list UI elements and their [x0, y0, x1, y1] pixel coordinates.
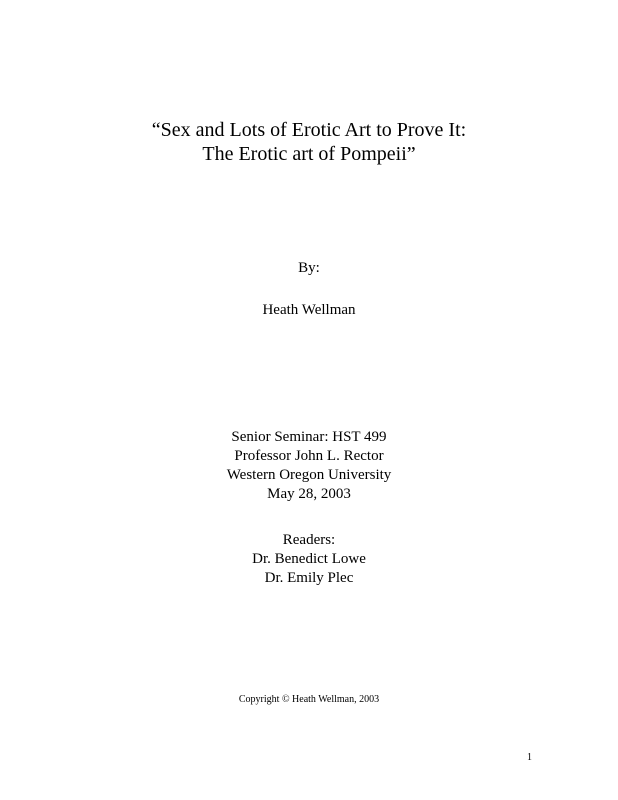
page-number: 1	[527, 752, 532, 763]
document-title	[0, 118, 618, 166]
readers-block	[0, 531, 618, 588]
title-line-1: “Sex and Lots of Erotic Art to Prove It:	[151, 119, 467, 141]
title-line-2: The Erotic art of Pompeii”	[202, 143, 416, 165]
date-line: May 28, 2003	[267, 486, 351, 502]
course-info	[0, 428, 618, 504]
author-name: Heath Wellman	[262, 302, 356, 318]
university-line: Western Oregon University	[226, 467, 392, 483]
course-line: Senior Seminar: HST 499	[231, 429, 387, 445]
readers-label: Readers:	[282, 532, 336, 548]
copyright-notice: Copyright © Heath Wellman, 2003	[238, 694, 380, 705]
reader-1: Dr. Benedict Lowe	[252, 551, 366, 567]
by-label: By:	[298, 260, 320, 276]
reader-2: Dr. Emily Plec	[264, 570, 354, 586]
professor-line: Professor John L. Rector	[234, 448, 384, 464]
